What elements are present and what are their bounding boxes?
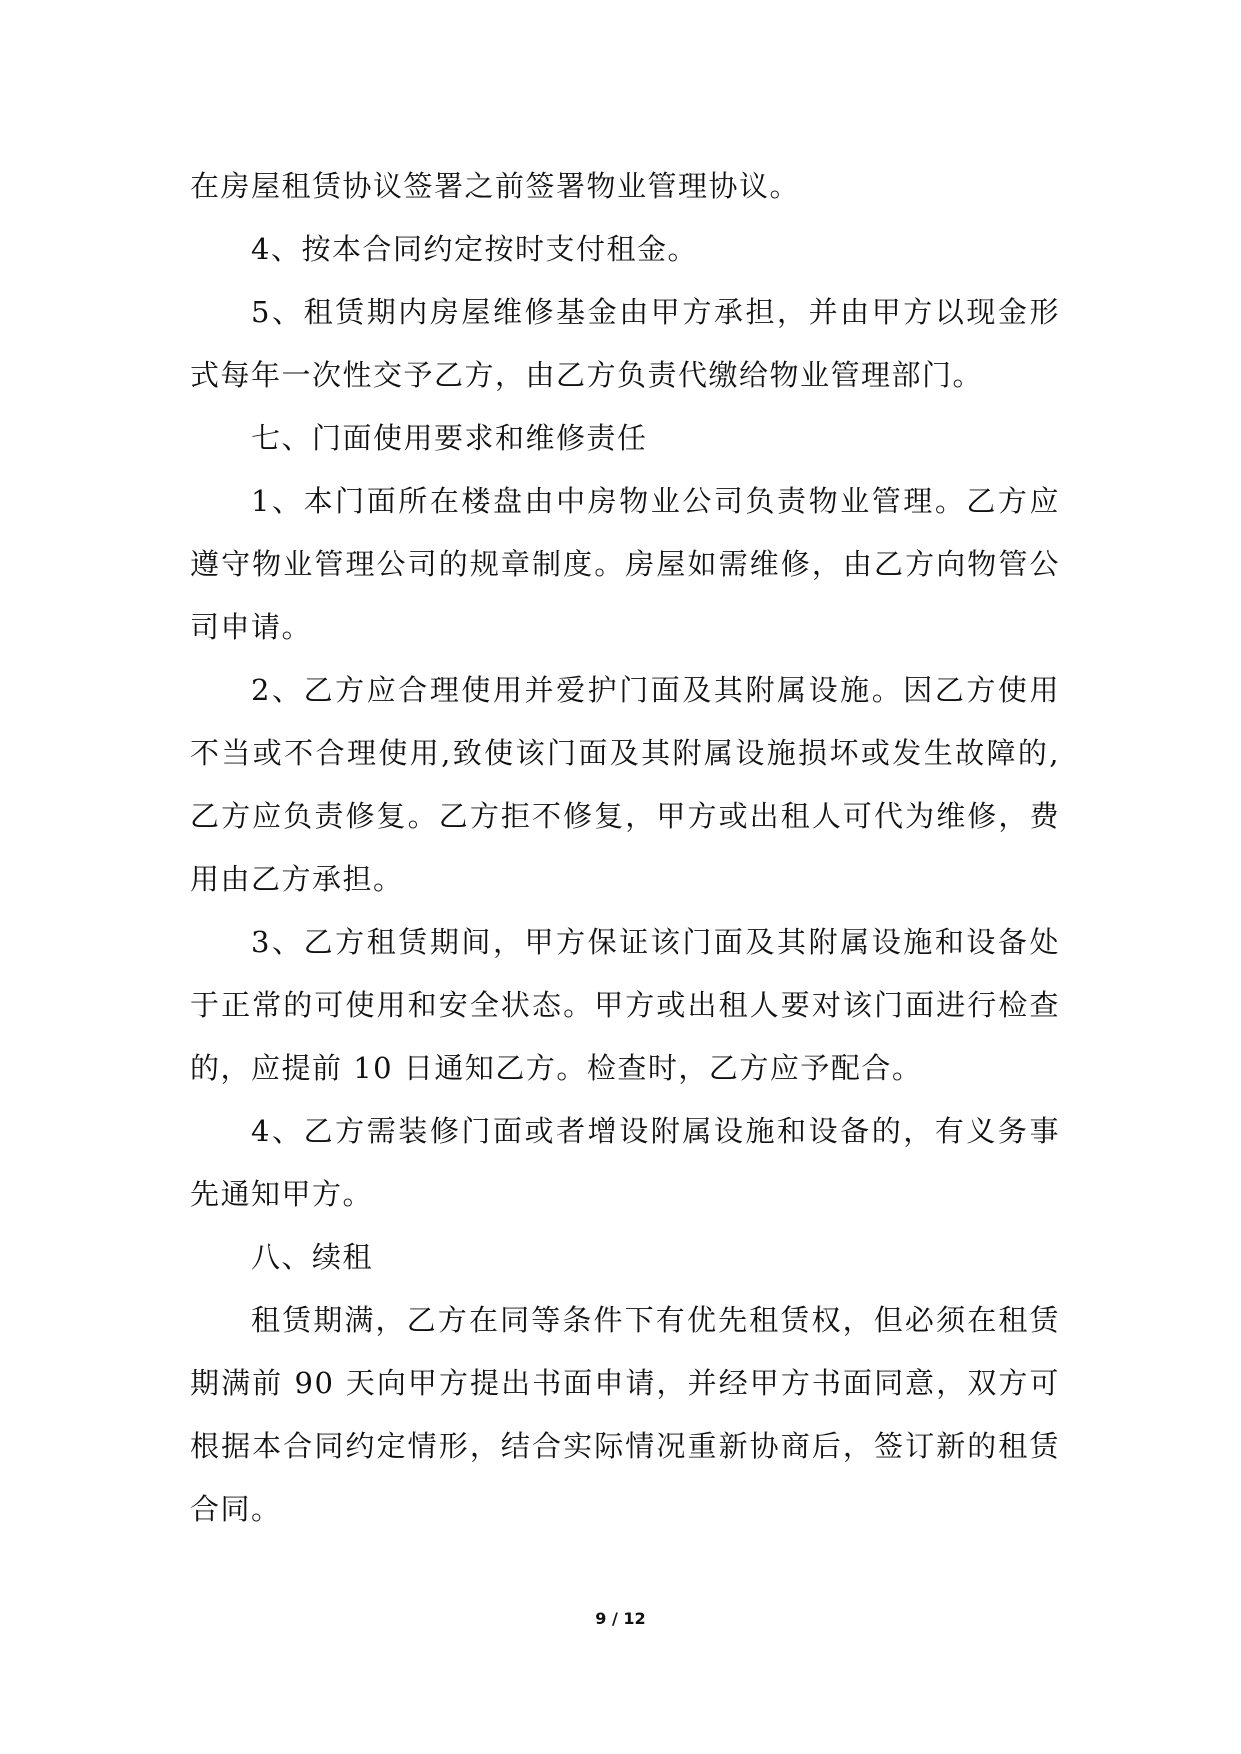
paragraph-8: 4、乙方需装修门面或者增设附属设施和设备的，有义务事先通知甲方。 [190,1114,1060,1211]
paragraph-7: 3、乙方租赁期间，甲方保证该门面及其附属设施和设备处于正常的可使用和安全状态。甲方或出租人要对该门面进行检查的，应提前 10 日通知乙方。检查时，乙方应予配合。 [190,925,1060,1085]
document-body [190,155,1060,1541]
paragraph-3: 5、租赁期内房屋维修基金由甲方承担，并由甲方以现金形式每年一次性交予乙方，由乙方负责代缴给物业管理部门。 [190,295,1060,392]
paragraph-2: 4、按本合同约定按时支付租金。 [251,232,698,266]
paragraph-6: 2、乙方应合理使用并爱护门面及其附属设施。因乙方使用不当或不合理使用,致使该门面及其附属设施损坏或发生故障的,乙方应负责修复。乙方拒不修复，甲方或出租人可代为维修，费用由乙方承担。 [190,673,1060,896]
paragraph-5: 1、本门面所在楼盘由中房物业公司负责物业管理。乙方应遵守物业管理公司的规章制度。房屋如需维修，由乙方向物管公司申请。 [190,484,1060,644]
paragraph-10: 租赁期满，乙方在同等条件下有优先租赁权，但必须在租赁期满前 90 天向甲方提出书面申请，并经甲方书面同意，双方可根据本合同约定情形，结合实际情况重新协商后，签订新的租赁合同。 [190,1303,1060,1526]
section-heading-8: 八、续租 [251,1240,374,1274]
paragraph-1: 在房屋租赁协议签署之前签署物业管理协议。 [190,169,801,203]
section-heading-7: 七、门面使用要求和维修责任 [251,421,648,455]
page-number: 9 / 12 [595,1609,646,1628]
